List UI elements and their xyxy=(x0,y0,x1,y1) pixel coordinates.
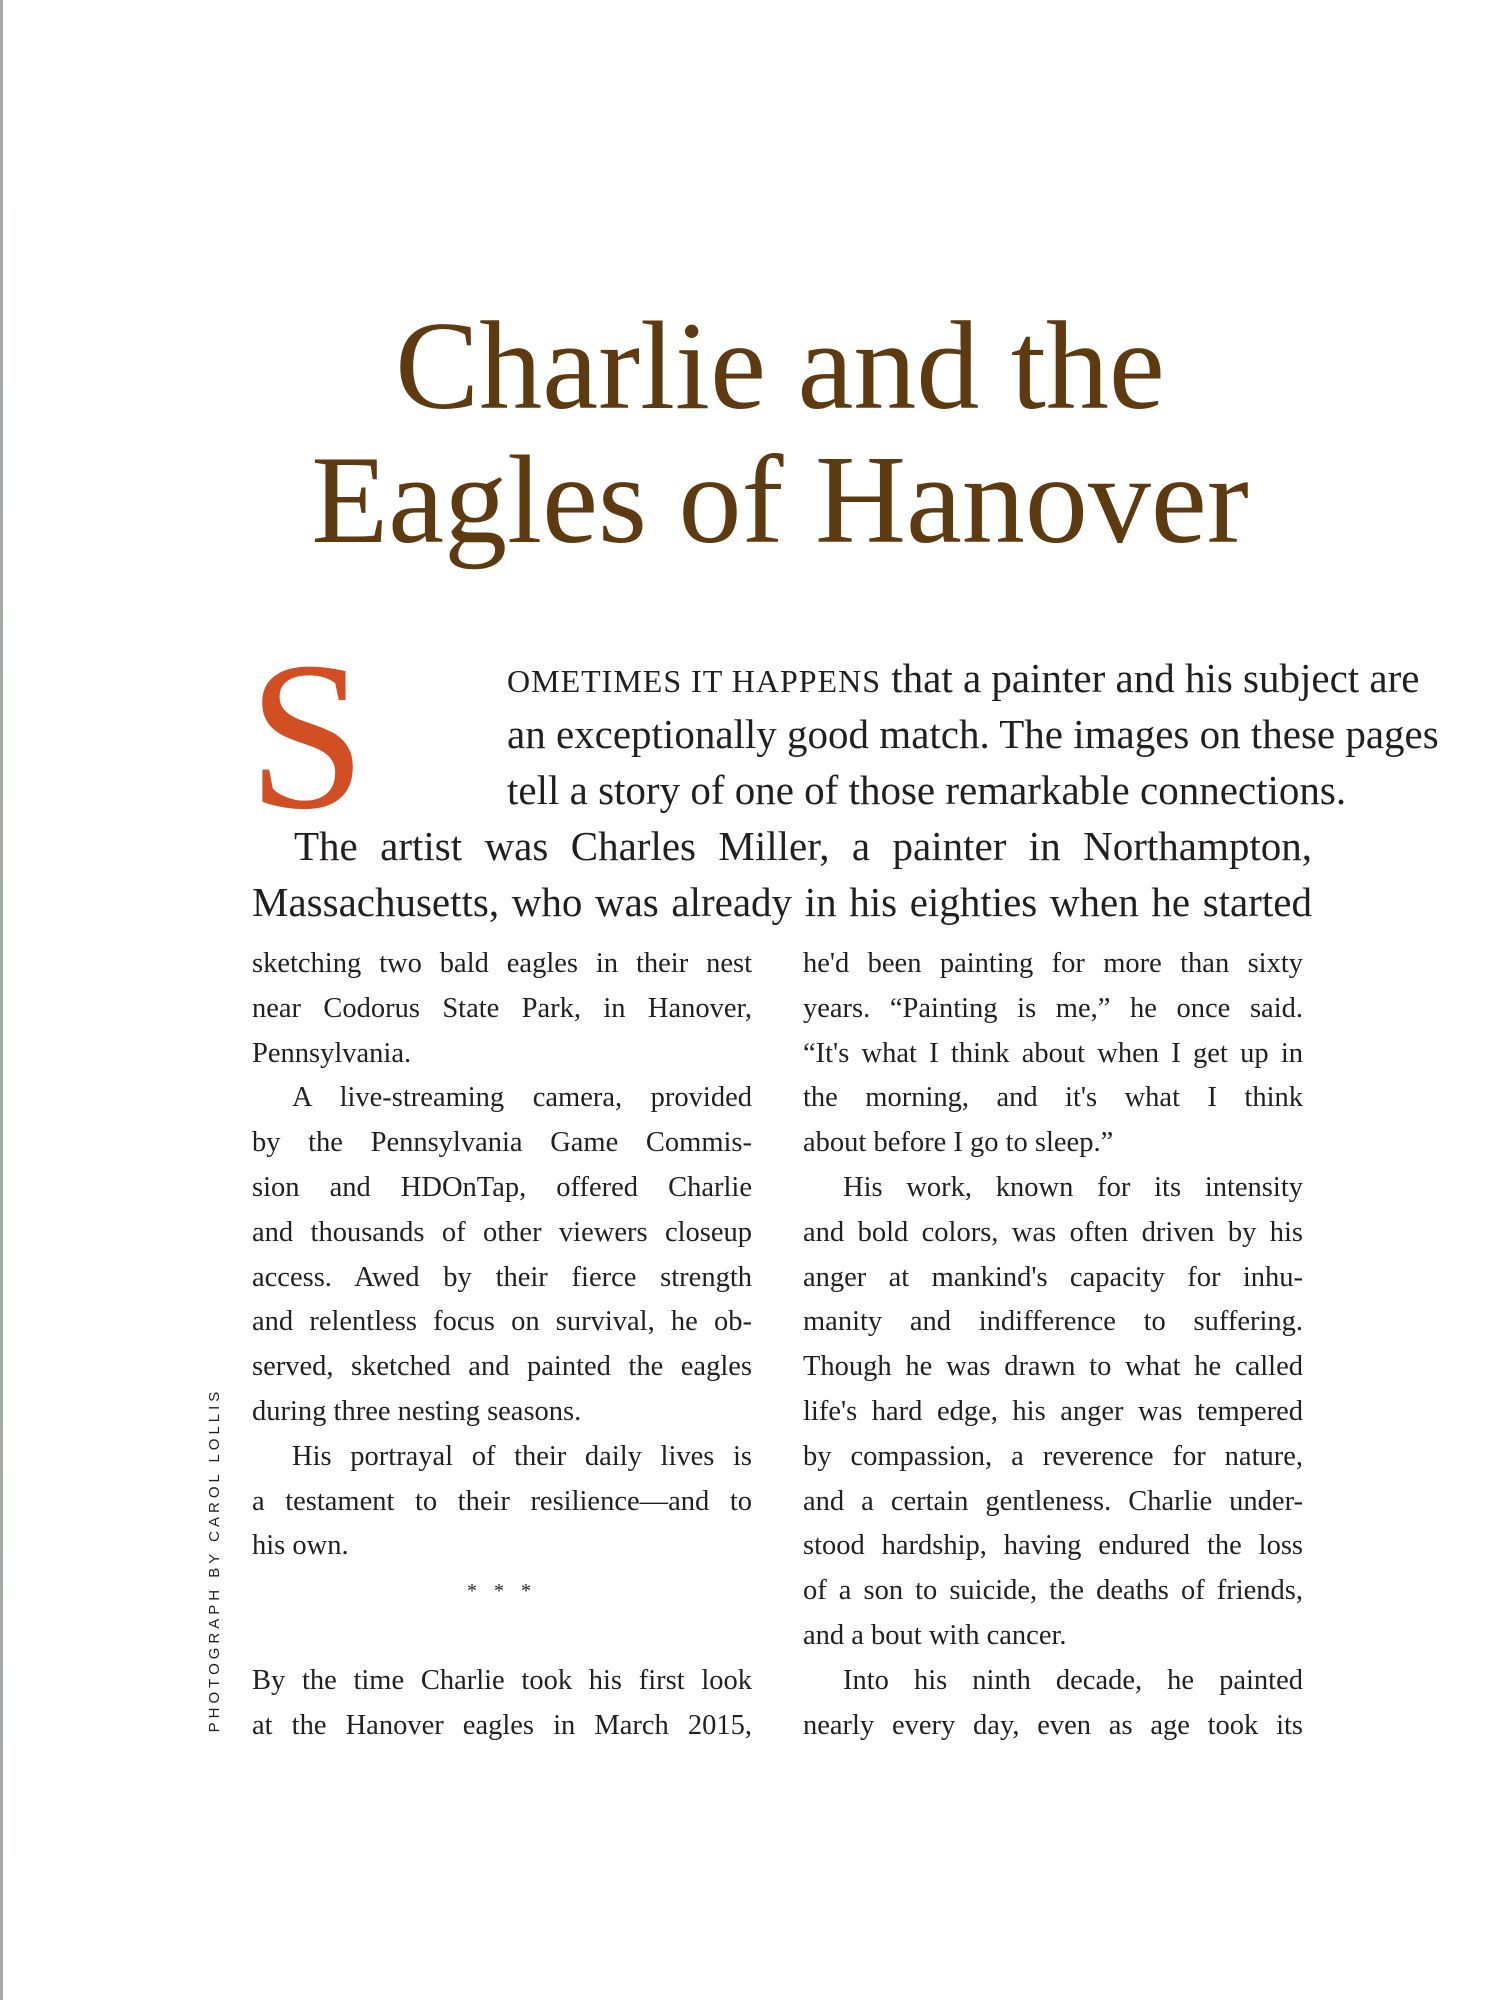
text-line: at the Hanover eagles in March 2015, xyxy=(252,1709,752,1741)
text-line: near Codorus State Park, in Hanover, xyxy=(252,992,752,1024)
text-line: and a certain gentleness. Charlie under- xyxy=(803,1485,1303,1517)
text-line: Into his ninth decade, he painted xyxy=(843,1664,1303,1696)
text-line: of a son to suicide, the deaths of friends, xyxy=(803,1575,1303,1607)
text-line: His portrayal of their daily lives is xyxy=(292,1440,752,1472)
intro-line-2: an exceptionally good match. The images on these pages xyxy=(507,711,1439,757)
section-break: * * * xyxy=(467,1580,537,1603)
text-line: sketching two bald eagles in their nest xyxy=(252,948,752,979)
text-line: manity and indifference to suffering. xyxy=(803,1306,1303,1338)
text-line: access. Awed by their fierce strength xyxy=(252,1261,752,1293)
left-column xyxy=(252,942,752,1748)
title-line-2: Eagles of Hanover xyxy=(311,431,1249,570)
text-line: Though he was drawn to what he called xyxy=(803,1351,1303,1383)
text-line: “It's what I think about when I get up in xyxy=(803,1037,1303,1069)
intro-line-1-rest: that a painter and his subject are xyxy=(881,655,1420,701)
text-line: his own. xyxy=(252,1530,349,1562)
intro-line-5: Massachusetts, who was already in his eighties when he started xyxy=(252,879,1312,925)
text-line: Pennsylvania. xyxy=(252,1037,412,1069)
drop-cap: S xyxy=(248,618,366,853)
intro-paragraph xyxy=(252,650,1439,930)
article-title xyxy=(0,297,1500,570)
text-line: sion and HDOnTap, offered Charlie xyxy=(252,1171,752,1203)
text-line: during three nesting seasons. xyxy=(252,1395,582,1427)
spacer xyxy=(252,1614,752,1659)
intro-smallcaps: OMETIMES IT HAPPENS xyxy=(507,663,881,699)
text-line: By the time Charlie took his first look xyxy=(252,1664,752,1696)
text-line: A live-streaming camera, provided xyxy=(292,1082,752,1114)
text-line: by the Pennsylvania Game Commis- xyxy=(252,1127,752,1159)
text-line: years. “Painting is me,” he once said. xyxy=(803,992,1303,1024)
text-line: the morning, and it's what I think xyxy=(803,1082,1303,1114)
text-line: anger at mankind's capacity for inhu- xyxy=(803,1261,1303,1293)
text-line: His work, known for its intensity xyxy=(843,1171,1303,1203)
text-line: nearly every day, even as age took its xyxy=(803,1709,1303,1741)
text-line: and bold colors, was often driven by his xyxy=(803,1216,1303,1248)
text-line: about before I go to sleep.” xyxy=(803,1127,1114,1159)
photo-credit: PHOTOGRAPH BY CAROL LOLLIS xyxy=(206,1387,223,1733)
text-line: stood hardship, having endured the loss xyxy=(803,1530,1303,1562)
intro-line-4: The artist was Charles Miller, a painter in Northampton, xyxy=(294,823,1312,869)
text-line: and thousands of other viewers closeup xyxy=(252,1216,752,1248)
text-line: and relentless focus on survival, he ob- xyxy=(252,1306,752,1338)
text-line: and a bout with cancer. xyxy=(803,1619,1067,1651)
text-line: life's hard edge, his anger was tempered xyxy=(803,1395,1303,1427)
text-line: by compassion, a reverence for nature, xyxy=(803,1440,1303,1472)
text-line: served, sketched and painted the eagles xyxy=(252,1351,752,1383)
intro-line-3: tell a story of one of those remarkable connections. xyxy=(507,767,1347,813)
right-column xyxy=(803,942,1303,1748)
intro-line-1 xyxy=(252,650,1420,706)
text-line: a testament to their resilience—and to xyxy=(252,1485,752,1517)
text-line: he'd been painting for more than sixty xyxy=(803,948,1303,979)
title-line-1: Charlie and the xyxy=(395,297,1165,436)
